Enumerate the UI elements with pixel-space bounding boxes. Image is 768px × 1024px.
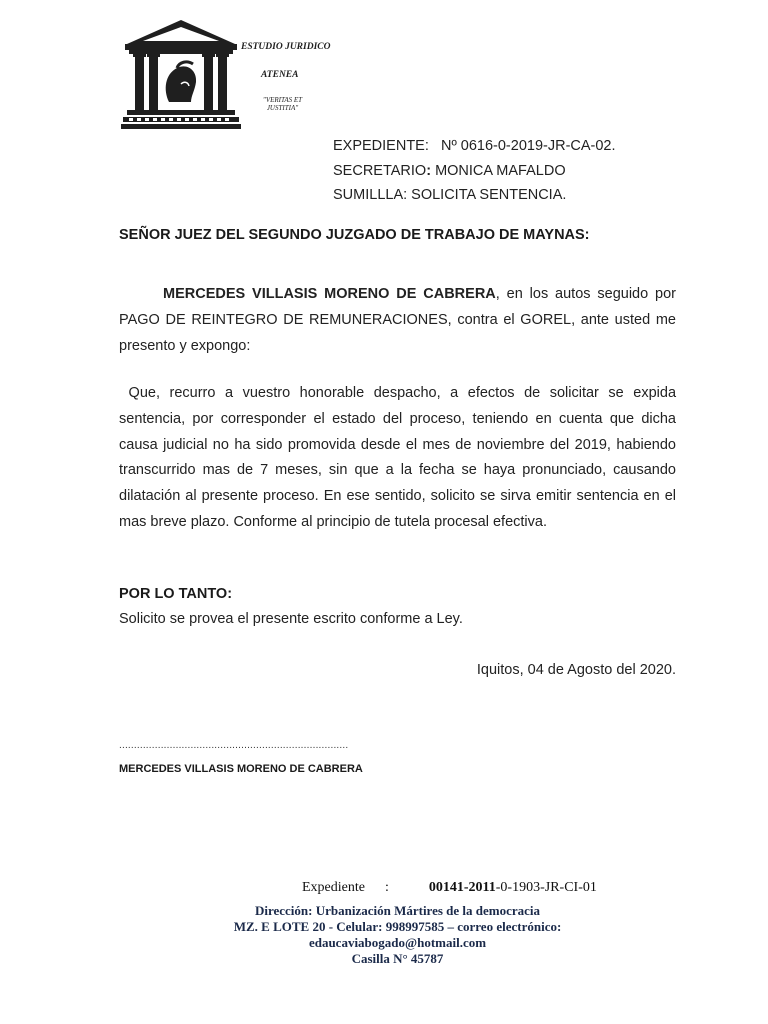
intro-paragraph: MERCEDES VILLASIS MORENO DE CABRERA, en los autos seguido por PAGO DE REINTEGRO DE REMUNERACIONES, contra el GOREL, ante usted me presento y expongo: xyxy=(119,286,676,354)
secretario-line: SECRETARIO: MONICA MAFALDO xyxy=(333,162,566,179)
temple-icon xyxy=(121,14,241,132)
expediente-line: EXPEDIENTE: Nº 0616-0-2019-JR-CA-02. xyxy=(333,138,616,154)
case-reference-block xyxy=(333,134,616,208)
place-date: Iquitos, 04 de Agosto del 2020. xyxy=(476,662,676,678)
footer-email: edaucaviabogado@hotmail.com xyxy=(308,935,487,950)
sumilla-line: SUMILLLA: SOLICITA SENTENCIA. xyxy=(333,187,567,203)
law-firm-logo xyxy=(121,14,331,132)
signature-line: ............................................................................. xyxy=(119,740,349,751)
request-paragraph: Que, recurro a vuestro honorable despacho, a efectos de solicitar se expida sentencia, por corresponder el estado del proceso, teniendo en cuenta que dicha causa judicial no ha sido promovida desde el mes de noviembre del 2019, habiendo transcurrido mas de 7 meses, sin que a la fecha se haya pronunciado, causando dilatación al presente proceso. En ese sentido, solicito se sirva emitir sentencia en el mas breve plazo. Conforme al principio de tutela procesal efectiva. xyxy=(119,385,677,530)
closing-request: Solicito se provea el presente escrito conforme a Ley. xyxy=(119,611,463,627)
por-lo-tanto-heading: POR LO TANTO: xyxy=(119,586,233,602)
footer-address-line1: Dirección: Urbanización Mártires de la democracia xyxy=(254,903,541,918)
footer-expediente: Expediente : 00141-2011-0-1903-JR-CI-01 xyxy=(302,880,597,895)
footer-contact-info xyxy=(160,903,635,967)
logo-firm-brand: ATENEA xyxy=(261,70,299,80)
footer-casilla: Casilla N° 45787 xyxy=(351,951,444,966)
addressee-heading: SEÑOR JUEZ DEL SEGUNDO JUZGADO DE TRABAJO DE MAYNAS: xyxy=(119,227,590,243)
signature-name: MERCEDES VILLASIS MORENO DE CABRERA xyxy=(119,763,363,775)
logo-firm-name: ESTUDIO JURIDICO xyxy=(241,42,331,52)
footer-address-line2: MZ. E LOTE 20 - Celular: 998997585 – correo electrónico: xyxy=(233,919,562,934)
petitioner-name: MERCEDES VILLASIS MORENO DE CABRERA xyxy=(163,286,496,302)
logo-motto: "VERITAS ET JUSTITIA" xyxy=(262,96,303,112)
